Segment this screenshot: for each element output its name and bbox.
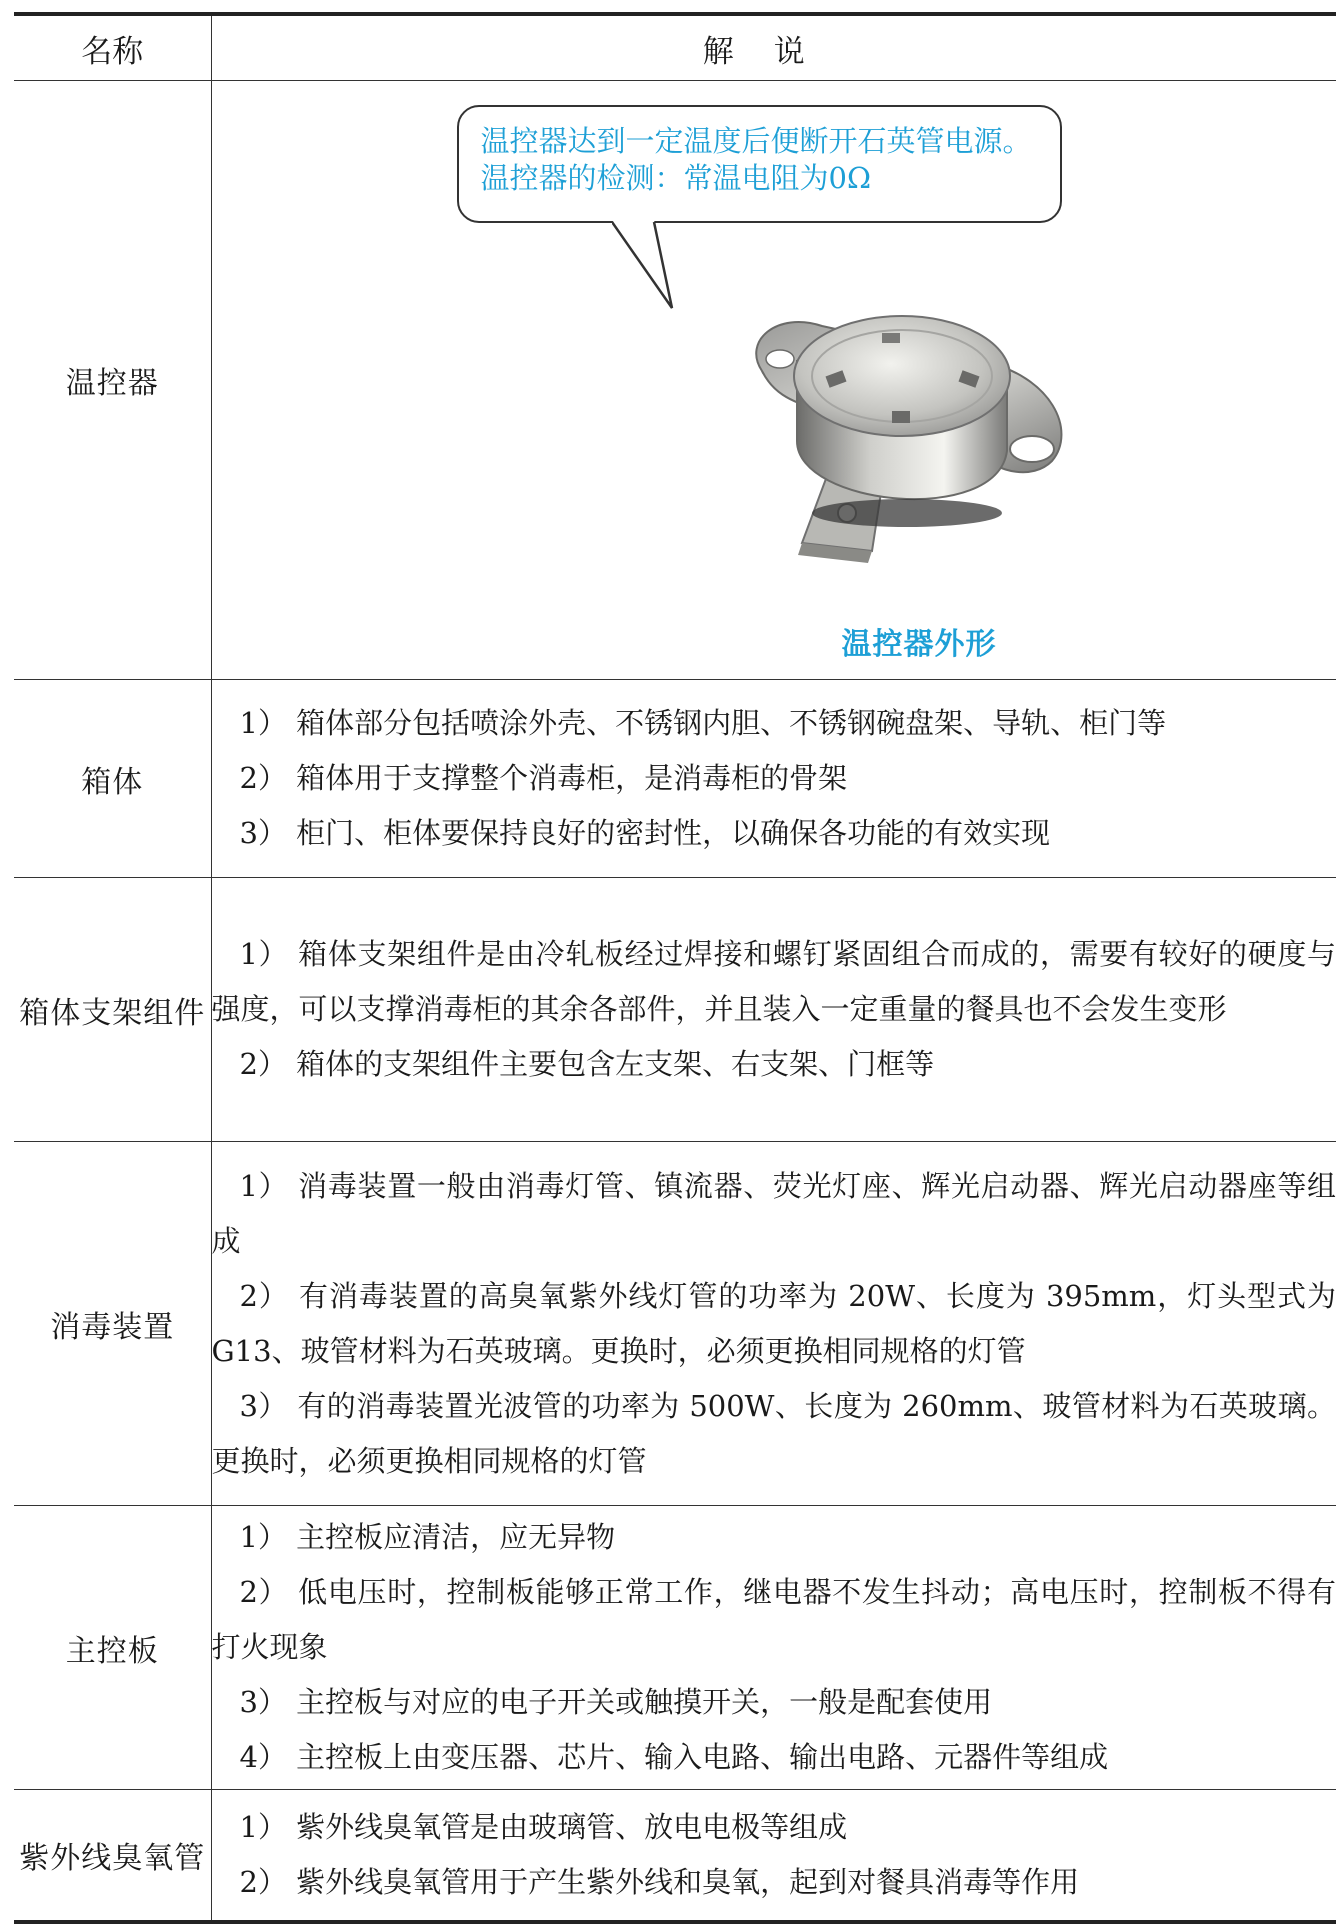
row-desc-main-board — [211, 1506, 1336, 1790]
row-name-thermostat: 温控器 — [14, 81, 211, 680]
list-item: 1） 箱体部分包括喷涂外壳、不锈钢内胆、不锈钢碗盘架、导轨、柜门等 — [239, 706, 1167, 740]
list-item: 3） 柜门、柜体要保持良好的密封性，以确保各功能的有效实现 — [239, 816, 1051, 850]
table-row-thermostat — [14, 81, 1336, 680]
thermostat-figure — [212, 81, 1337, 679]
table-row-disinfection — [14, 1142, 1336, 1506]
table-row-main-board — [14, 1506, 1336, 1790]
figure-caption: 温控器外形 — [841, 627, 997, 662]
table-row-frame — [14, 878, 1336, 1142]
thermostat-photo-icon — [732, 281, 1092, 611]
bubble-line-1: 温控器达到一定温度后便断开石英管电源。 — [480, 124, 1032, 158]
list-item: 2） 箱体的支架组件主要包含左支架、右支架、门框等 — [239, 1047, 935, 1081]
list-item: 2） 有消毒装置的高臭氧紫外线灯管的功率为 20W、长度为 395mm，灯头型式为 G13、玻管材料为石英玻璃。更换时，必须更换相同规格的灯管 — [211, 1278, 1336, 1368]
speech-bubble — [457, 105, 1062, 223]
list-item: 1） 主控板应清洁，应无异物 — [239, 1520, 616, 1554]
component-table — [14, 12, 1336, 1924]
row-name-main-board: 主控板 — [14, 1506, 211, 1790]
list-item: 3） 有的消毒装置光波管的功率为 500W、长度为 260mm、玻管材料为石英玻璃。更换时，必须更换相同规格的灯管 — [211, 1388, 1336, 1478]
bubble-tail-icon — [612, 220, 682, 310]
row-desc-frame — [211, 878, 1336, 1142]
bubble-line-2: 温控器的检测：常温电阻为0Ω — [480, 161, 871, 195]
row-name-disinfection: 消毒装置 — [14, 1142, 211, 1506]
list-item: 2） 低电压时，控制板能够正常工作，继电器不发生抖动；高电压时，控制板不得有打火现象 — [211, 1575, 1336, 1664]
header-description: 解说 — [211, 14, 1336, 81]
row-desc-disinfection — [211, 1142, 1336, 1506]
list-item: 2） 紫外线臭氧管用于产生紫外线和臭氧，起到对餐具消毒等作用 — [239, 1865, 1080, 1899]
row-name-frame: 箱体支架组件 — [14, 878, 211, 1142]
list-item: 2） 箱体用于支撑整个消毒柜，是消毒柜的骨架 — [239, 761, 848, 795]
list-item: 1） 消毒装置一般由消毒灯管、镇流器、荧光灯座、辉光启动器、辉光启动器座等组成 — [211, 1168, 1336, 1258]
list-item: 1） 箱体支架组件是由冷轧板经过焊接和螺钉紧固组合而成的，需要有较好的硬度与强度，可以支撑消毒柜的其余各部件，并且装入一定重量的餐具也不会发生变形 — [211, 937, 1336, 1026]
list-item: 1） 紫外线臭氧管是由玻璃管、放电电极等组成 — [239, 1810, 848, 1844]
header-name: 名称 — [14, 14, 211, 81]
table-header-row — [14, 14, 1336, 81]
row-name-box: 箱体 — [14, 680, 211, 878]
row-desc-uv-ozone-tube — [211, 1790, 1336, 1923]
list-item: 4） 主控板上由变压器、芯片、输入电路、输出电路、元器件等组成 — [239, 1740, 1109, 1774]
row-name-uv-ozone-tube: 紫外线臭氧管 — [14, 1790, 211, 1923]
row-desc-thermostat — [211, 81, 1336, 680]
row-desc-box — [211, 680, 1336, 878]
list-item: 3） 主控板与对应的电子开关或触摸开关，一般是配套使用 — [239, 1685, 993, 1719]
table-row-uv-ozone-tube — [14, 1790, 1336, 1923]
table-row-box — [14, 680, 1336, 878]
